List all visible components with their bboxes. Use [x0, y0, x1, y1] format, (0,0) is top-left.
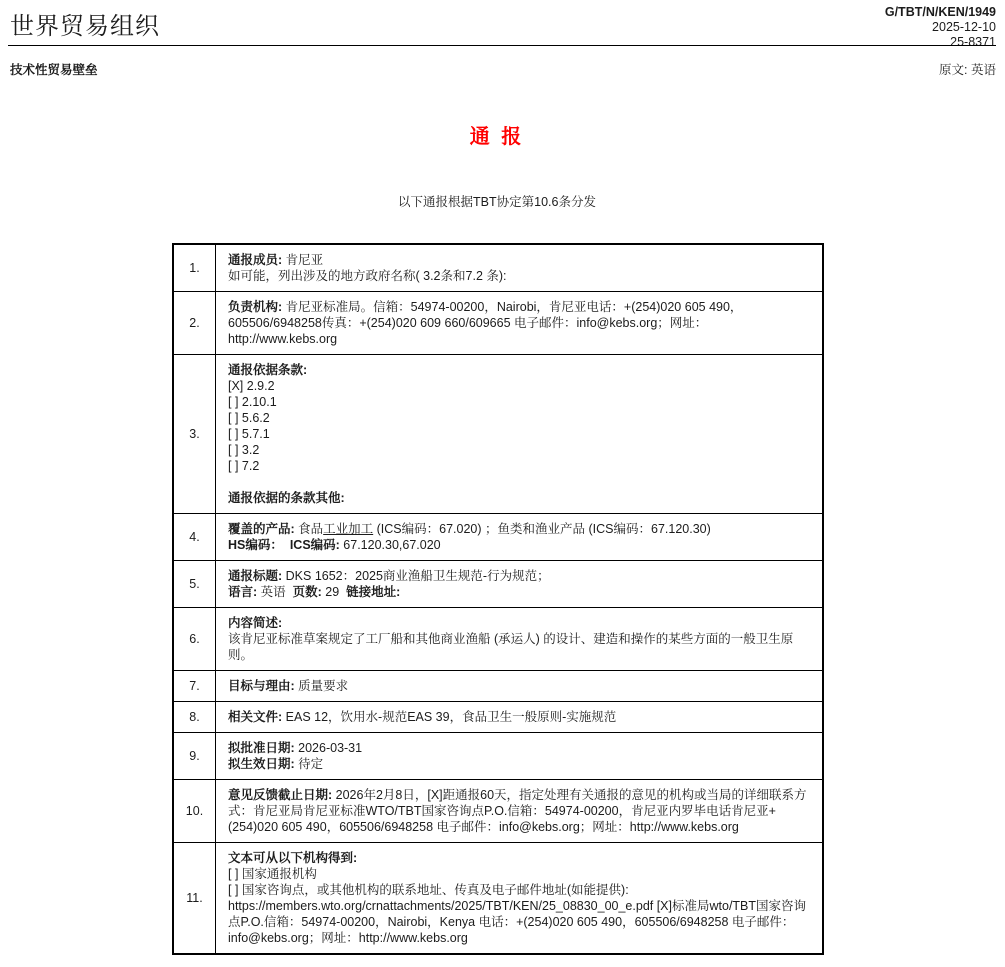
table-row: [174, 671, 822, 702]
text-line: [228, 490, 812, 506]
field-text: 英语: [257, 585, 293, 599]
field-text: 67.120.30,67.020: [339, 538, 441, 552]
field-label: 文本可从以下机构得到:: [228, 851, 358, 865]
text-line: [228, 631, 812, 663]
text-line: [228, 882, 812, 898]
field-text: 肯尼亚: [282, 253, 324, 267]
text-line: [228, 362, 812, 378]
field-text: EAS 12，饮用水-规范EAS 39，食品卫生一般原则-实施规范: [282, 710, 617, 724]
field-text: 如可能，列出涉及的地方政府名称( 3.2条和7.2 条):: [228, 269, 507, 283]
text-line: [228, 299, 812, 347]
field-label: 目标与理由:: [228, 679, 295, 693]
text-line: [228, 709, 812, 725]
text-line: [228, 678, 812, 694]
field-text: [ ] 5.6.2: [228, 411, 270, 425]
text-line: [228, 568, 812, 584]
row-number: 10.: [174, 780, 216, 842]
field-label: 链接地址:: [346, 585, 401, 599]
table-row: [174, 733, 822, 780]
field-label: 拟生效日期:: [228, 757, 295, 771]
field-text: [ ] 国家通报机构: [228, 867, 317, 881]
field-label: 相关文件:: [228, 710, 283, 724]
field-label: ICS编码:: [289, 538, 340, 552]
field-label: 页数:: [292, 585, 322, 599]
text-line: [228, 410, 812, 426]
row-content: [216, 780, 822, 842]
row-number: 2.: [174, 292, 216, 354]
field-text: 食品: [294, 522, 324, 536]
row-number: 4.: [174, 514, 216, 560]
field-text: [ ] 3.2: [228, 443, 260, 457]
row-content: [216, 355, 822, 513]
table-row: [174, 608, 822, 671]
text-line: [228, 268, 812, 284]
row-content: [216, 514, 822, 560]
text-line: [228, 787, 812, 835]
original-language: 原文: 英语: [939, 63, 996, 77]
field-label: 意见反馈截止日期:: [228, 788, 333, 802]
row-number: 6.: [174, 608, 216, 670]
field-label: 通报依据条款:: [228, 363, 308, 377]
header-divider: [8, 45, 996, 46]
table-row: [174, 245, 822, 292]
text-line: [228, 740, 812, 756]
field-text: https://members.wto.org/crnattachments/2025/TBT/KEN/25_08830_00_e.pdf [X]标准局wto/TBT国家咨询点P.O.信箱：54974-00200，Nairobi，Kenya 电话：+(254)020 605 490，605506/6948258 电子邮件：info@kebs.org；网址：http://www.kebs.org: [228, 899, 807, 945]
notification-title: 通 报: [469, 126, 525, 148]
field-text: [ ] 7.2: [228, 459, 260, 473]
field-text: [ ] 2.10.1: [228, 395, 277, 409]
text-line: [228, 426, 812, 442]
field-text: 2026-03-31: [294, 741, 363, 755]
field-text: [ ] 国家咨询点，或其他机构的联系地址、传真及电子邮件地址(如能提供):: [228, 883, 629, 897]
text-line: [228, 866, 812, 882]
doc-symbol: G/TBT/N/KEN/1949: [884, 5, 996, 19]
field-text: 工业加工: [323, 522, 374, 536]
row-content: [216, 733, 822, 779]
doc-date: 2025-12-10: [932, 20, 996, 34]
field-text: 2026年2月8日，[X]距通报60天，指定处理有关通报的意见的机构或当局的详细联系方式：肯尼亚局肯尼亚标准WTO/TBT国家咨询点P.O.信箱：54974-00200，肯尼亚内罗毕电话肯尼亚+(254)020 605 490，605506/6948258 电子邮件：info@kebs.org；网址：http://www.kebs.org: [228, 788, 807, 834]
notification-table: [172, 243, 824, 955]
row-number: 1.: [174, 245, 216, 291]
field-label: 拟批准日期:: [228, 741, 295, 755]
table-row: [174, 355, 822, 514]
table-row: [174, 561, 822, 608]
row-number: 3.: [174, 355, 216, 513]
text-line: [228, 378, 812, 394]
field-label: 通报标题:: [228, 569, 283, 583]
field-text: 29: [321, 585, 347, 599]
field-text: (ICS编码：67.020) ；鱼类和渔业产品 (ICS编码：67.120.30): [373, 522, 711, 536]
row-content: [216, 843, 822, 953]
text-line: [228, 394, 812, 410]
org-title: 世界贸易组织: [10, 13, 160, 40]
field-text: [X] 2.9.2: [228, 379, 275, 393]
committee-name: 技术性贸易壁垒: [10, 63, 98, 77]
text-line: [228, 537, 812, 553]
field-label: HS编码：: [228, 538, 290, 552]
field-label: 覆盖的产品:: [228, 522, 295, 536]
row-content: [216, 671, 822, 701]
text-line: [228, 584, 812, 600]
text-line: [228, 442, 812, 458]
field-text: 肯尼亚标准局。信箱：54974-00200，Nairobi，肯尼亚电话：+(254)020 605 490，605506/6948258传真：+(254)020 609 660/609665 电子邮件：info@kebs.org；网址：http://www.kebs.org: [228, 300, 743, 346]
row-content: [216, 608, 822, 670]
field-text: DKS 1652：2025商业渔船卫生规范-行为规范；: [282, 569, 550, 583]
field-label: 语言:: [228, 585, 258, 599]
row-number: 8.: [174, 702, 216, 732]
doc-meta-block: [885, 5, 996, 50]
field-label: 通报依据的条款其他:: [228, 491, 345, 505]
table-row: [174, 514, 822, 561]
field-text: [ ] 5.7.1: [228, 427, 270, 441]
table-row: [174, 780, 822, 843]
row-content: [216, 702, 822, 732]
row-number: 11.: [174, 843, 216, 953]
table-row: [174, 292, 822, 355]
text-line: [228, 850, 812, 866]
text-line: [228, 898, 812, 946]
doc-number: 25-8371: [950, 35, 996, 49]
table-row: [174, 843, 822, 953]
text-line: [228, 458, 812, 474]
row-number: 7.: [174, 671, 216, 701]
row-content: [216, 561, 822, 607]
field-text: 质量要求: [294, 679, 349, 693]
text-line: [228, 756, 812, 772]
field-label: 内容简述:: [228, 616, 283, 630]
row-content: [216, 245, 822, 291]
table-row: [174, 702, 822, 733]
field-text: 待定: [294, 757, 324, 771]
row-number: 9.: [174, 733, 216, 779]
field-label: 通报成员:: [228, 253, 283, 267]
field-label: 负责机构:: [228, 300, 283, 314]
text-line: [228, 474, 812, 490]
field-text: 该肯尼亚标准草案规定了工厂船和其他商业渔船 (承运人) 的设计、建造和操作的某些方面的一般卫生原则。: [228, 632, 794, 662]
distribution-note: 以下通报根据TBT协定第10.6条分发: [398, 195, 596, 209]
row-content: [216, 292, 822, 354]
row-number: 5.: [174, 561, 216, 607]
text-line: [228, 521, 812, 537]
text-line: [228, 252, 812, 268]
text-line: [228, 615, 812, 631]
